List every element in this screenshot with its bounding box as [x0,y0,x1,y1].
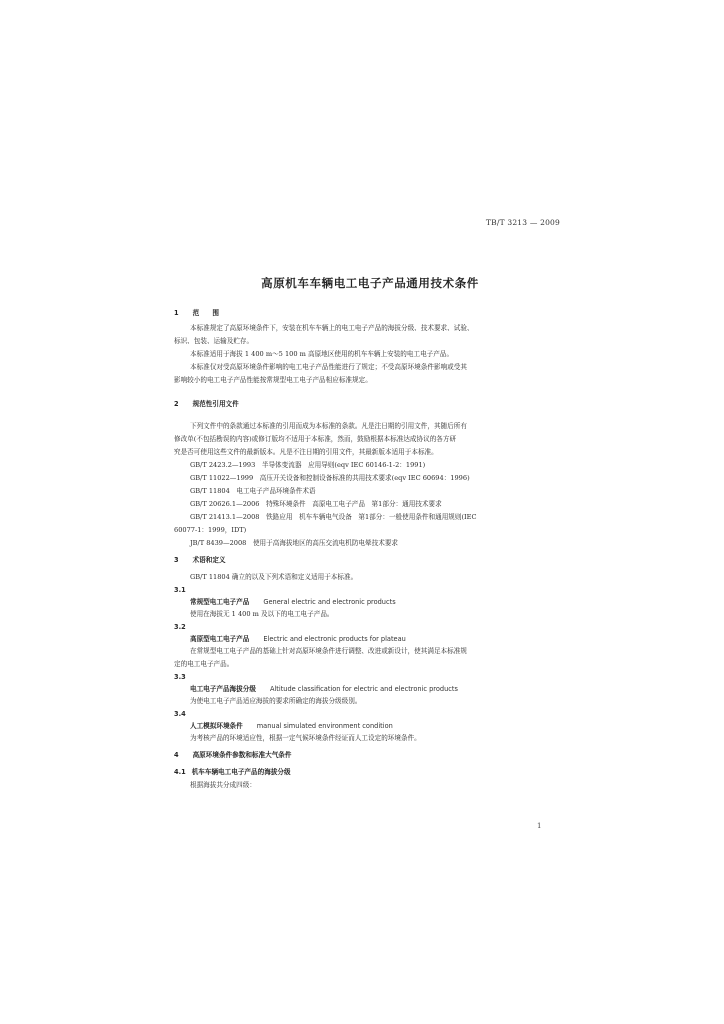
reference-item: GB/T 11022—1999 高压开关设备和控制设备标准的共用技术要求(eqv IEC 60694：1996) [190,474,470,482]
term-3-2-definition-line-2: 定的电工电子产品。 [174,660,234,668]
term-3-3-definition: 为使电工电子产品适应海拔的要求所确定的海拔分级级别。 [190,697,362,705]
section-4-title: 高原环境条件参数和标准大气条件 [192,751,292,759]
section-1-paragraph-3-line-2: 影响较小的电工电子产品性能按常规型电工电子产品相应标准规定。 [174,376,372,384]
standard-number: TB/T 3213 — 2009 [485,218,560,227]
term-3-1 [190,598,396,606]
section-2-title: 规范性引用文件 [192,400,239,408]
clause-3-4-number: 3.4 [174,710,186,718]
term-3-3 [190,685,458,693]
section-3-number: 3 [174,556,179,564]
clause-3-1-number: 3.1 [174,586,186,594]
section-2-paragraph-line-3: 究是否可使用这些文件的最新版本。凡是不注日期的引用文件，其最新版本适用于本标准。 [174,448,438,456]
section-1-title: 范 围 [192,309,219,317]
section-1-paragraph-2: 本标准适用于海拔 1 400 m～5 100 m 高原地区使用的机车车辆上安装的电工电子产品。 [190,350,454,358]
section-2-number: 2 [174,400,179,408]
term-3-3-en: Altitude classification for electric and electronic products [269,685,458,693]
term-3-2-en: Electric and electronic products for plateau [263,635,406,643]
clause-3-2-number: 3.2 [174,623,186,631]
reference-item: GB/T 20626.1—2006 特殊环境条件 高原电工电子产品 第1部分：通用技术要求 [190,500,442,508]
page-number: 1 [537,822,542,830]
term-3-4-cn: 人工模拟环境条件 [190,722,243,730]
term-3-4 [190,722,393,730]
term-3-2 [190,635,406,643]
section-2-paragraph-line-1: 下列文件中的条款通过本标准的引用而成为本标准的条款。凡是注日期的引用文件，其随后所有 [190,422,467,430]
term-3-4-definition: 为考核产品的环境适应性，根据一定气候环境条件经证而人工设定的环境条件。 [190,734,421,742]
section-4-number: 4 [174,751,179,759]
section-2-heading [174,400,239,408]
section-1-paragraph-1-line-1: 本标准规定了高原环境条件下，安装在机车车辆上的电工电子产品的海拔分级、技术要求、试验、 [190,324,474,332]
reference-item: JB/T 8439—2008 使用于高海拔地区的高压交流电机防电晕技术要求 [190,539,399,547]
clause-4-1-heading [174,768,291,776]
section-1-paragraph-1-line-2: 标识、包装、运输及贮存。 [174,337,254,345]
clause-3-3-number: 3.3 [174,673,186,681]
reference-item-continuation: 60077-1：1999，IDT) [174,526,247,534]
section-3-heading [174,556,226,564]
term-3-1-en: General electric and electronic products [263,598,396,606]
section-2-paragraph-line-2: 修改单(不包括勘误的内容)或修订版均不适用于本标准，然而，鼓励根据本标准达成协议的各方研 [174,435,457,443]
section-3-title: 术语和定义 [192,556,226,564]
clause-4-1-number: 4.1 [174,768,186,776]
term-3-4-en: manual simulated environment condition [256,722,393,730]
document-title: 高原机车车辆电工电子产品通用技术条件 [261,276,479,290]
reference-item: GB/T 11804 电工电子产品环境条件术语 [190,487,316,495]
section-1-heading [174,309,219,317]
term-3-1-cn: 常规型电工电子产品 [190,598,250,606]
section-1-number: 1 [174,309,179,317]
term-3-2-cn: 高原型电工电子产品 [190,635,250,643]
clause-4-1-title: 机车车辆电工电子产品的海拔分级 [191,768,291,776]
reference-item: GB/T 2423.2—1993 半导体变流器 应用导则(eqv IEC 60146-1-2：1991) [190,461,426,469]
term-3-1-definition: 使用在海拔无 1 400 m 及以下的电工电子产品。 [190,610,334,618]
term-3-3-cn: 电工电子产品海拔分级 [190,685,256,693]
section-3-intro: GB/T 11804 确立的以及下列术语和定义适用于本标准。 [190,573,358,581]
section-4-heading [174,751,292,759]
reference-item: GB/T 21413.1—2008 铁路应用 机车车辆电气设备 第1部分：一般使用条件和通用规则(IEC [190,513,477,521]
section-1-paragraph-3-line-1: 本标准仅对受高原环境条件影响的电工电子产品性能进行了规定；不受高原环境条件影响或受其 [190,363,467,371]
clause-4-1-text: 根据海拔共分成四级： [190,781,256,789]
term-3-2-definition-line-1: 在常规型电工电子产品的基础上针对高原环境条件进行调整、改进或新设计，使其满足本标准规 [190,647,467,655]
